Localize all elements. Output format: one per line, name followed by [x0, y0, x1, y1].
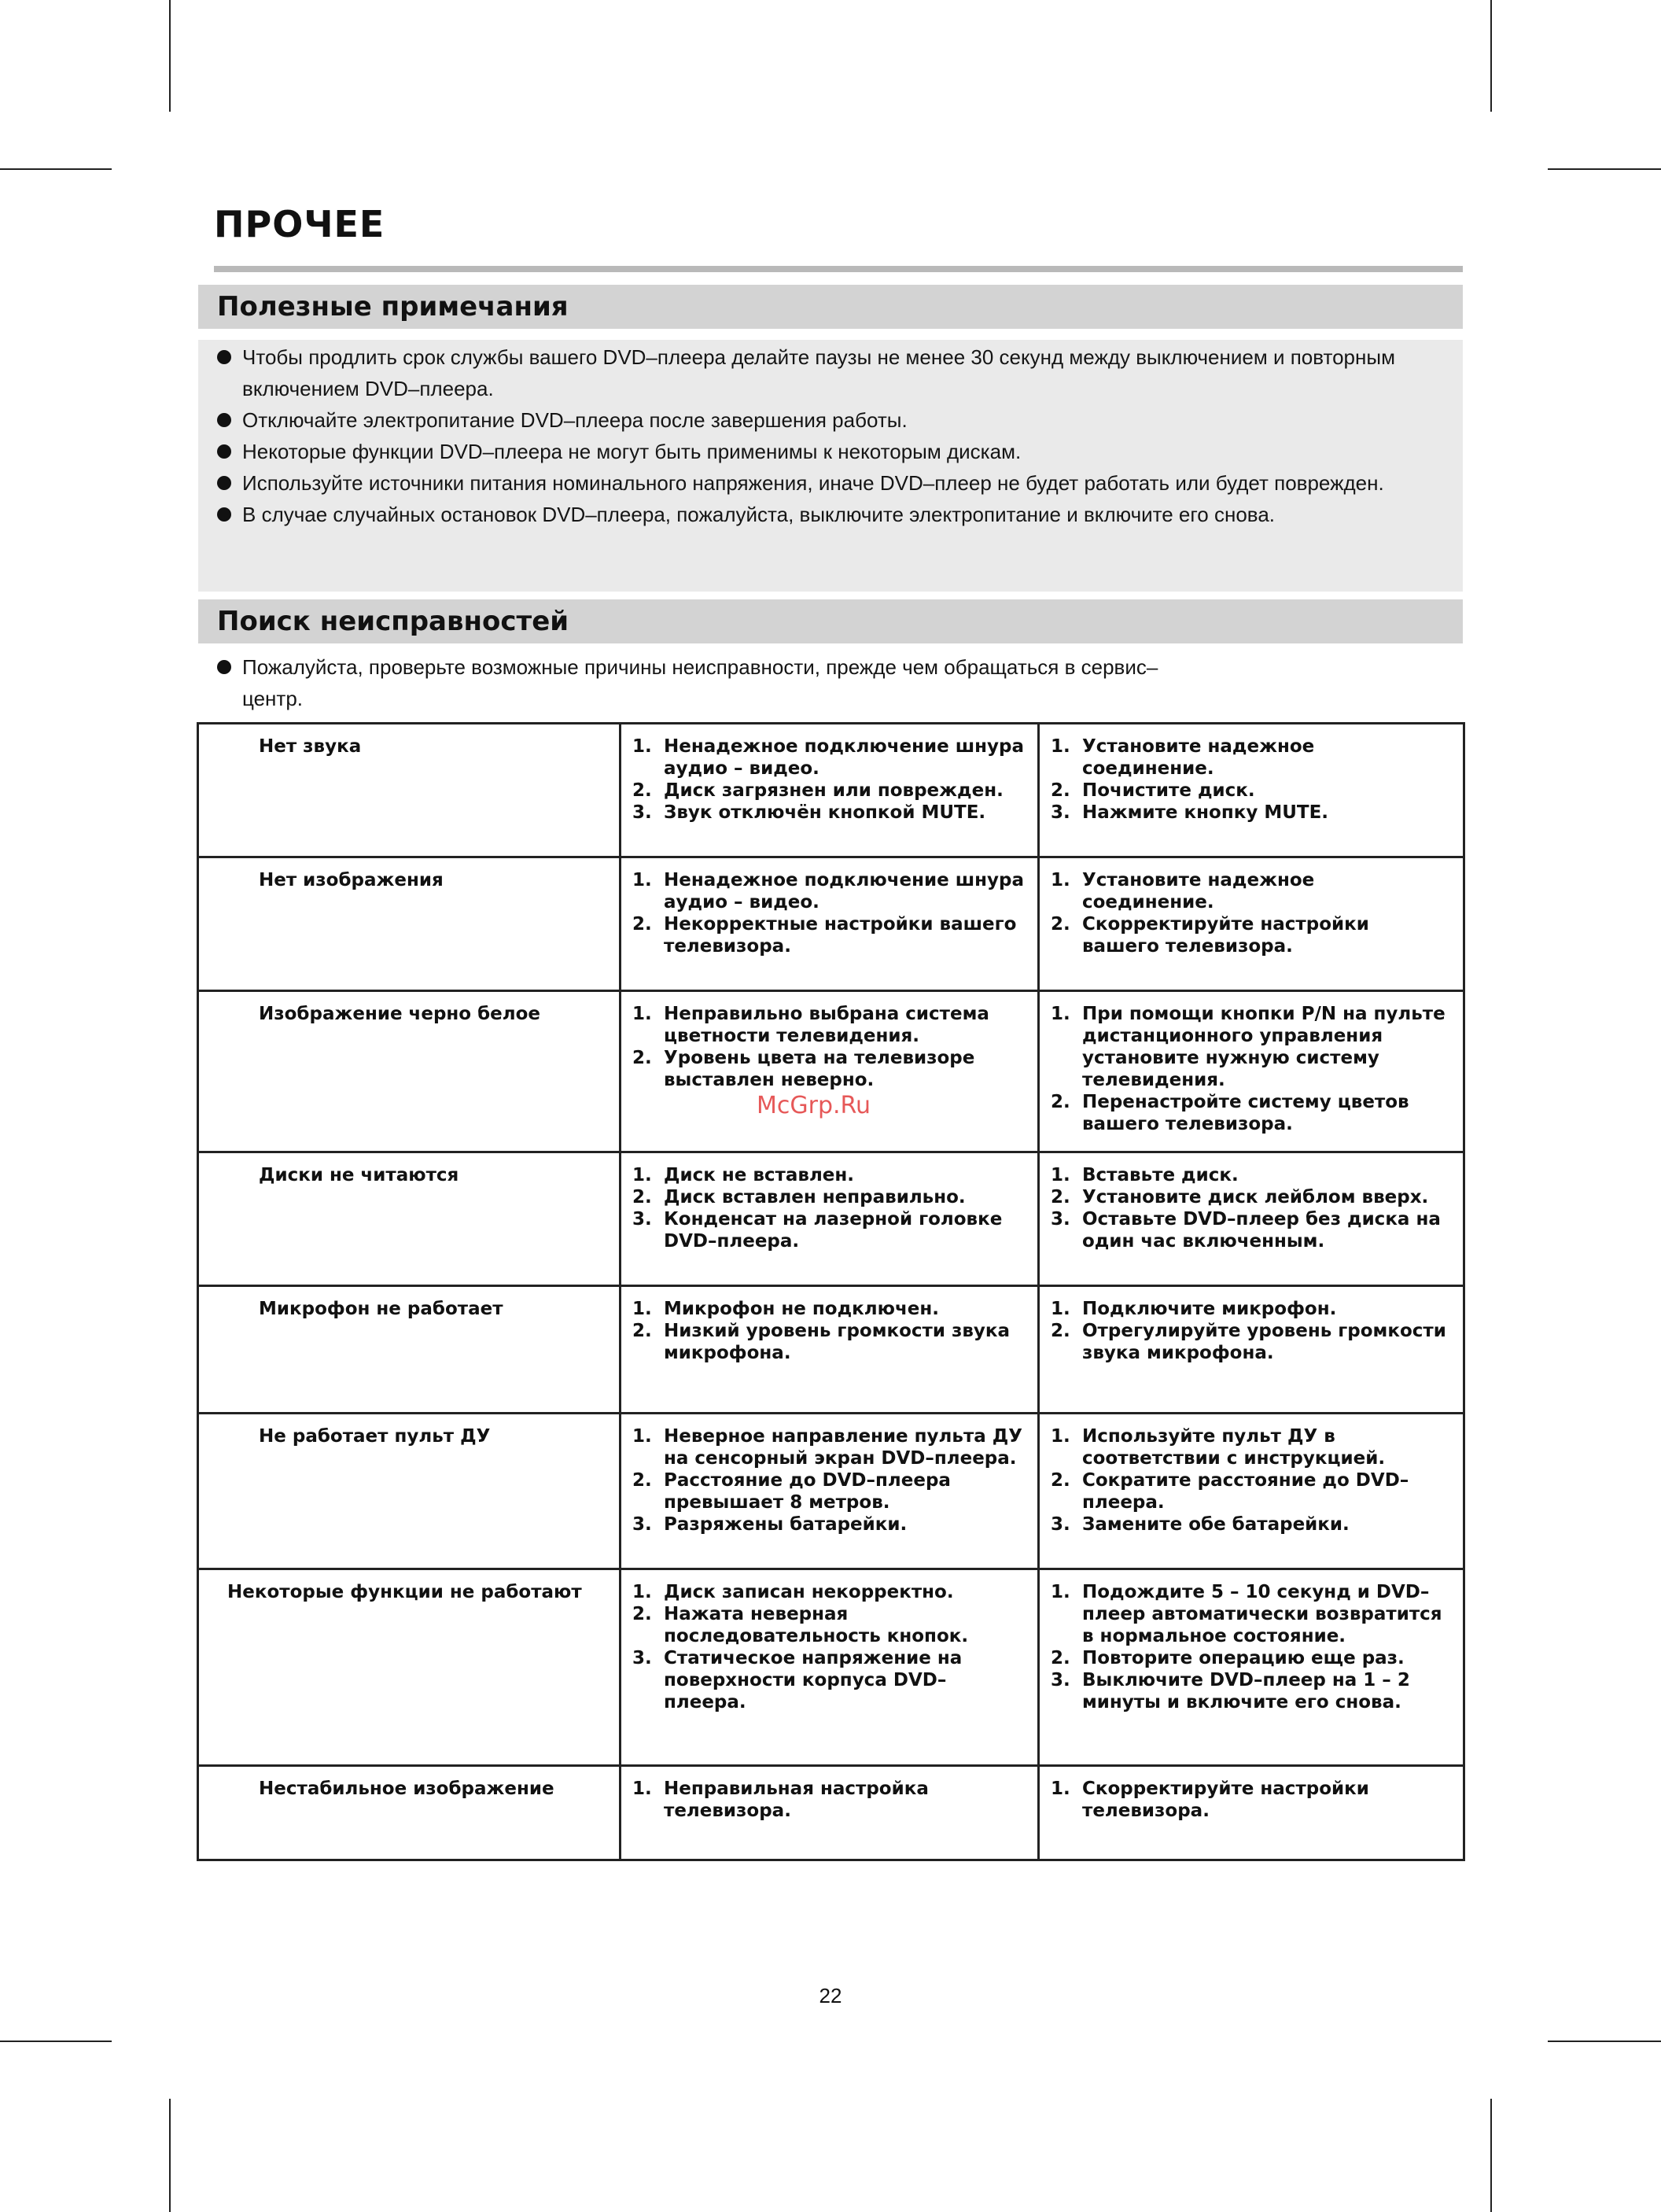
- table-row: [198, 1286, 1464, 1414]
- cause-cell: [621, 1286, 1039, 1414]
- cause-text: Микрофон не подключен.: [664, 1299, 939, 1319]
- cause-item: [632, 1208, 1026, 1252]
- cause-list: [632, 1581, 1026, 1713]
- table-row: [198, 991, 1464, 1152]
- bullet-icon: [217, 660, 231, 674]
- cause-item: [632, 1186, 1026, 1208]
- solution-list: [1051, 1003, 1452, 1135]
- solution-item: [1051, 1425, 1452, 1469]
- cause-cell: [621, 1766, 1039, 1860]
- item-number: 3.: [632, 1648, 652, 1668]
- bullet-icon: [217, 444, 231, 459]
- notes-box: [198, 340, 1463, 592]
- solution-item: [1051, 913, 1452, 957]
- item-number: 1.: [1051, 1426, 1070, 1447]
- cause-item: [632, 1298, 1026, 1320]
- problem-cell: [198, 1766, 621, 1860]
- crop-mark: [169, 2099, 171, 2212]
- cause-item: [632, 780, 1026, 802]
- problem-cell: [198, 1414, 621, 1569]
- solution-item: [1051, 802, 1452, 824]
- cause-list: [632, 1778, 1026, 1822]
- solution-item: [1051, 1513, 1452, 1535]
- cause-text: Ненадежное подключение шнура аудио – видео.: [664, 870, 1025, 912]
- solution-item: [1051, 1091, 1452, 1135]
- solution-text: Подождите 5 – 10 секунд и DVD–плеер автоматически возвратится в нормальное состояние.: [1082, 1582, 1442, 1646]
- cause-list: [632, 1003, 1026, 1091]
- cause-item: [632, 913, 1026, 957]
- table-row: [198, 857, 1464, 991]
- solution-text: Скорректируйте настройки вашего телевизора.: [1082, 914, 1369, 957]
- solution-item: [1051, 1186, 1452, 1208]
- cause-item: [632, 1513, 1026, 1535]
- problem-text: Некоторые функции не работают: [227, 1582, 582, 1602]
- notes-list: [215, 340, 1447, 530]
- solution-list: [1051, 1778, 1452, 1822]
- item-number: 2.: [1051, 1187, 1070, 1207]
- item-number: 2.: [1051, 914, 1070, 935]
- troubleshooting-intro-block: [215, 651, 1175, 714]
- item-number: 1.: [1051, 1004, 1070, 1024]
- cause-cell: [621, 1569, 1039, 1766]
- note-text: Чтобы продлить срок службы вашего DVD–плеера делайте паузы не менее 30 секунд между выключением и повторным включением DVD–плеера.: [242, 345, 1395, 400]
- table-row: [198, 1152, 1464, 1286]
- cause-text: Диск записан некорректно.: [664, 1582, 954, 1602]
- cause-text: Неправильно выбрана система цветности телевидения.: [664, 1004, 989, 1046]
- item-number: 1.: [1051, 1165, 1070, 1185]
- table-row: [198, 1569, 1464, 1766]
- cause-item: [632, 869, 1026, 913]
- solution-cell: [1039, 724, 1464, 857]
- solution-cell: [1039, 1414, 1464, 1569]
- note-item: [215, 499, 1447, 530]
- cause-list: [632, 869, 1026, 957]
- cause-item: [632, 735, 1026, 780]
- solution-item: [1051, 1320, 1452, 1364]
- item-number: 3.: [1051, 802, 1070, 823]
- problem-text: Изображение черно белое: [259, 1004, 541, 1024]
- cause-cell: [621, 1414, 1039, 1569]
- cause-cell: [621, 724, 1039, 857]
- item-number: 2.: [632, 780, 652, 801]
- solution-list: [1051, 735, 1452, 824]
- troubleshooting-table: [197, 722, 1465, 1861]
- solution-text: Нажмите кнопку MUTE.: [1082, 802, 1329, 823]
- note-item: [215, 404, 1447, 436]
- note-text: Используйте источники питания номинального напряжения, иначе DVD–плеер не будет работать или будет поврежден.: [242, 471, 1384, 495]
- item-number: 1.: [1051, 1299, 1070, 1319]
- solution-text: Вставьте диск.: [1082, 1165, 1239, 1185]
- solution-item: [1051, 1003, 1452, 1091]
- problem-cell: [198, 857, 621, 991]
- cause-item: [632, 1469, 1026, 1513]
- problem-text: Нет звука: [259, 736, 362, 757]
- cause-item: [632, 1581, 1026, 1603]
- solution-text: Оставьте DVD–плеер без диска на один час включенным.: [1082, 1209, 1441, 1252]
- solution-text: Повторите операцию еще раз.: [1082, 1648, 1405, 1668]
- item-number: 1.: [1051, 1779, 1070, 1799]
- item-number: 2.: [1051, 780, 1070, 801]
- note-text: Некоторые функции DVD–плеера не могут быть применимы к некоторым дискам.: [242, 440, 1022, 463]
- item-number: 1.: [632, 870, 652, 890]
- item-number: 2.: [1051, 1321, 1070, 1341]
- solution-item: [1051, 1469, 1452, 1513]
- table-row: [198, 1414, 1464, 1569]
- solution-cell: [1039, 1569, 1464, 1766]
- solution-cell: [1039, 991, 1464, 1152]
- item-number: 3.: [1051, 1670, 1070, 1690]
- cause-text: Диск вставлен неправильно.: [664, 1187, 966, 1207]
- solution-item: [1051, 869, 1452, 913]
- crop-mark: [1548, 2041, 1661, 2042]
- item-number: 3.: [1051, 1514, 1070, 1535]
- solution-text: Установите надежное соединение.: [1082, 870, 1315, 912]
- cause-text: Ненадежное подключение шнура аудио – видео.: [664, 736, 1025, 779]
- cause-text: Конденсат на лазерной головке DVD–плеера.: [664, 1209, 1003, 1252]
- cause-item: [632, 1003, 1026, 1047]
- problem-cell: [198, 991, 621, 1152]
- cause-text: Некорректные настройки вашего телевизора.: [664, 914, 1017, 957]
- cause-item: [632, 1647, 1026, 1713]
- item-number: 3.: [632, 1209, 652, 1230]
- item-number: 1.: [632, 1165, 652, 1185]
- cause-text: Диск не вставлен.: [664, 1165, 855, 1185]
- cause-text: Нажата неверная последовательность кнопок.: [664, 1604, 969, 1646]
- cause-item: [632, 1603, 1026, 1647]
- solution-list: [1051, 1164, 1452, 1252]
- troubleshooting-intro: [215, 651, 1175, 714]
- cause-list: [632, 1164, 1026, 1252]
- cause-item: [632, 1164, 1026, 1186]
- bullet-icon: [217, 350, 231, 364]
- solution-text: Сократите расстояние до DVD–плеера.: [1082, 1470, 1409, 1513]
- troubleshooting-heading: Поиск неисправностей: [198, 599, 1463, 643]
- problem-text: Микрофон не работает: [259, 1299, 503, 1319]
- item-number: 1.: [1051, 1582, 1070, 1602]
- bullet-icon: [217, 476, 231, 490]
- item-number: 1.: [632, 1004, 652, 1024]
- solution-item: [1051, 1298, 1452, 1320]
- solution-text: Установите надежное соединение.: [1082, 736, 1315, 779]
- cause-text: Статическое напряжение на поверхности корпуса DVD–плеера.: [664, 1648, 963, 1712]
- solution-item: [1051, 1208, 1452, 1252]
- cause-cell: [621, 991, 1039, 1152]
- item-number: 2.: [632, 1470, 652, 1491]
- solution-item: [1051, 1647, 1452, 1669]
- item-number: 3.: [632, 1514, 652, 1535]
- bullet-icon: [217, 413, 231, 427]
- cause-list: [632, 1298, 1026, 1364]
- problem-text: Не работает пульт ДУ: [259, 1426, 491, 1447]
- solution-text: Почистите диск.: [1082, 780, 1255, 801]
- cause-text: Расстояние до DVD–плеера превышает 8 метров.: [664, 1470, 951, 1513]
- crop-mark: [0, 168, 112, 170]
- item-number: 1.: [632, 1779, 652, 1799]
- cause-text: Разряжены батарейки.: [664, 1514, 908, 1535]
- page-title: ПРОЧЕЕ: [214, 203, 385, 245]
- notes-heading: Полезные примечания: [198, 285, 1463, 329]
- page-number: 22: [819, 1984, 842, 2007]
- cause-cell: [621, 1152, 1039, 1286]
- note-text: В случае случайных остановок DVD–плеера, пожалуйста, выключите электропитание и включите его снова.: [242, 503, 1276, 526]
- title-rule: [214, 266, 1463, 272]
- item-number: 1.: [632, 1299, 652, 1319]
- bullet-icon: [217, 507, 231, 522]
- item-number: 2.: [632, 914, 652, 935]
- item-number: 1.: [1051, 870, 1070, 890]
- solution-list: [1051, 1425, 1452, 1535]
- cause-item: [632, 802, 1026, 824]
- item-number: 1.: [632, 1582, 652, 1602]
- solution-text: Используйте пульт ДУ в соответствии с инструкцией.: [1082, 1426, 1386, 1469]
- crop-mark: [169, 0, 171, 112]
- watermark: McGrp.Ru: [757, 1092, 871, 1119]
- note-item: [215, 467, 1447, 499]
- cause-item: [632, 1778, 1026, 1822]
- crop-mark: [1490, 2099, 1492, 2212]
- solution-item: [1051, 1669, 1452, 1713]
- item-number: 2.: [1051, 1648, 1070, 1668]
- solution-text: При помощи кнопки P/N на пульте дистанционного управления установите нужную систему телевидения.: [1082, 1004, 1446, 1090]
- solution-text: Отрегулируйте уровень громкости звука микрофона.: [1082, 1321, 1446, 1363]
- problem-cell: [198, 1569, 621, 1766]
- cause-text: Низкий уровень громкости звука микрофона.: [664, 1321, 1011, 1363]
- item-number: 1.: [632, 736, 652, 757]
- solution-text: Выключите DVD–плеер на 1 – 2 минуты и включите его снова.: [1082, 1670, 1410, 1712]
- problem-text: Нет изображения: [259, 870, 444, 890]
- cause-text: Звук отключён кнопкой MUTE.: [664, 802, 986, 823]
- problem-cell: [198, 724, 621, 857]
- solution-cell: [1039, 857, 1464, 991]
- problem-text: Диски не читаются: [259, 1165, 459, 1185]
- solution-item: [1051, 1164, 1452, 1186]
- crop-mark: [1490, 0, 1492, 112]
- solution-text: Перенастройте систему цветов вашего телевизора.: [1082, 1092, 1409, 1134]
- solution-list: [1051, 1298, 1452, 1364]
- cause-item: [632, 1425, 1026, 1469]
- item-number: 2.: [1051, 1470, 1070, 1491]
- cause-item: [632, 1320, 1026, 1364]
- solution-text: Подключите микрофон.: [1082, 1299, 1337, 1319]
- solution-text: Замените обе батарейки.: [1082, 1514, 1350, 1535]
- item-number: 3.: [632, 802, 652, 823]
- solution-item: [1051, 780, 1452, 802]
- item-number: 2.: [632, 1321, 652, 1341]
- problem-cell: [198, 1152, 621, 1286]
- cause-text: Неверное направление пульта ДУ на сенсорный экран DVD–плеера.: [664, 1426, 1023, 1469]
- note-item: [215, 436, 1447, 467]
- solution-list: [1051, 869, 1452, 957]
- table-row: [198, 724, 1464, 857]
- troubleshooting-intro-text: Пожалуйста, проверьте возможные причины неисправности, прежде чем обращаться в сервис–центр.: [242, 655, 1158, 710]
- cause-text: Неправильная настройка телевизора.: [664, 1779, 929, 1821]
- solution-cell: [1039, 1152, 1464, 1286]
- crop-mark: [1548, 168, 1661, 170]
- item-number: 2.: [632, 1604, 652, 1624]
- problem-text: Нестабильное изображение: [259, 1779, 554, 1799]
- solution-item: [1051, 735, 1452, 780]
- cause-list: [632, 1425, 1026, 1535]
- item-number: 1.: [1051, 736, 1070, 757]
- note-text: Отключайте электропитание DVD–плеера после завершения работы.: [242, 408, 908, 432]
- cause-text: Диск загрязнен или поврежден.: [664, 780, 1004, 801]
- solution-text: Установите диск лейблом вверх.: [1082, 1187, 1429, 1207]
- problem-cell: [198, 1286, 621, 1414]
- solution-item: [1051, 1778, 1452, 1822]
- item-number: 1.: [632, 1426, 652, 1447]
- cause-item: [632, 1047, 1026, 1091]
- table-row: [198, 1766, 1464, 1860]
- item-number: 2.: [1051, 1092, 1070, 1112]
- cause-list: [632, 735, 1026, 824]
- solution-item: [1051, 1581, 1452, 1647]
- note-item: [215, 341, 1447, 404]
- item-number: 3.: [1051, 1209, 1070, 1230]
- solution-text: Скорректируйте настройки телевизора.: [1082, 1779, 1369, 1821]
- item-number: 2.: [632, 1187, 652, 1207]
- solution-cell: [1039, 1286, 1464, 1414]
- cause-text: Уровень цвета на телевизоре выставлен неверно.: [664, 1048, 975, 1090]
- solution-cell: [1039, 1766, 1464, 1860]
- item-number: 2.: [632, 1048, 652, 1068]
- cause-cell: [621, 857, 1039, 991]
- solution-list: [1051, 1581, 1452, 1713]
- crop-mark: [0, 2041, 112, 2042]
